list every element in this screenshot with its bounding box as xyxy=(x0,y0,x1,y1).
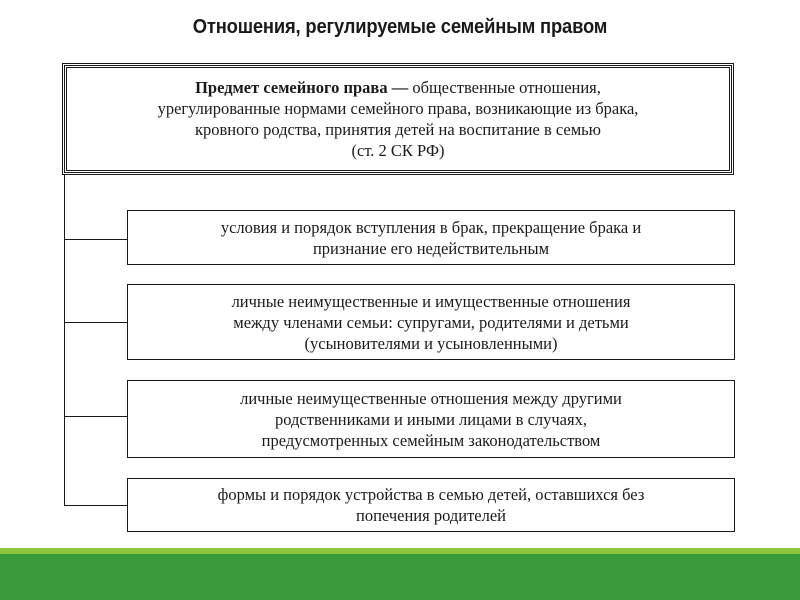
item-box-1 xyxy=(127,210,735,265)
footer-band-dark xyxy=(0,554,800,600)
item-3-line-3: предусмотренных семейным законодательством xyxy=(261,430,601,450)
item-box-4 xyxy=(127,478,735,532)
item-box-3 xyxy=(127,380,735,458)
branch-connector-4 xyxy=(64,505,127,506)
trunk-connector xyxy=(64,175,65,505)
slide-title: Отношения, регулируемые семейным правом xyxy=(192,16,608,38)
item-2-line-2: между членами семьи: супругами, родителями и детьми xyxy=(233,312,629,332)
item-1-line-2: признание его недействительным xyxy=(312,238,550,258)
item-4-line-1: формы и порядок устройства в семью детей, оставшихся без xyxy=(217,485,645,504)
item-4-line-2: попечения родителей xyxy=(356,506,506,525)
main-definition-box xyxy=(62,63,734,175)
main-line-1-rest: общественные отношения, xyxy=(412,78,601,97)
main-line-4: (ст. 2 СК РФ) xyxy=(351,141,445,160)
item-2-line-1: личные неимущественные и имущественные отношения xyxy=(231,291,631,311)
item-3-line-1: личные неимущественные отношения между другими xyxy=(240,388,622,408)
branch-connector-3 xyxy=(64,416,127,417)
main-line-2: урегулированные нормами семейного права, возникающие из брака, xyxy=(157,99,639,118)
item-2-line-3: (усыновителями и усыновленными) xyxy=(304,333,558,353)
branch-connector-2 xyxy=(64,322,127,323)
branch-connector-1 xyxy=(64,239,127,240)
item-1-line-1: условия и порядок вступления в брак, прекращение брака и xyxy=(220,217,642,237)
main-line-3: кровного родства, принятия детей на воспитание в семью xyxy=(194,120,601,139)
item-3-line-2: родственниками и иными лицами в случаях, xyxy=(275,409,587,429)
main-line-1 xyxy=(195,77,601,98)
item-box-2 xyxy=(127,284,735,360)
main-term: Предмет семейного права — xyxy=(195,78,409,97)
